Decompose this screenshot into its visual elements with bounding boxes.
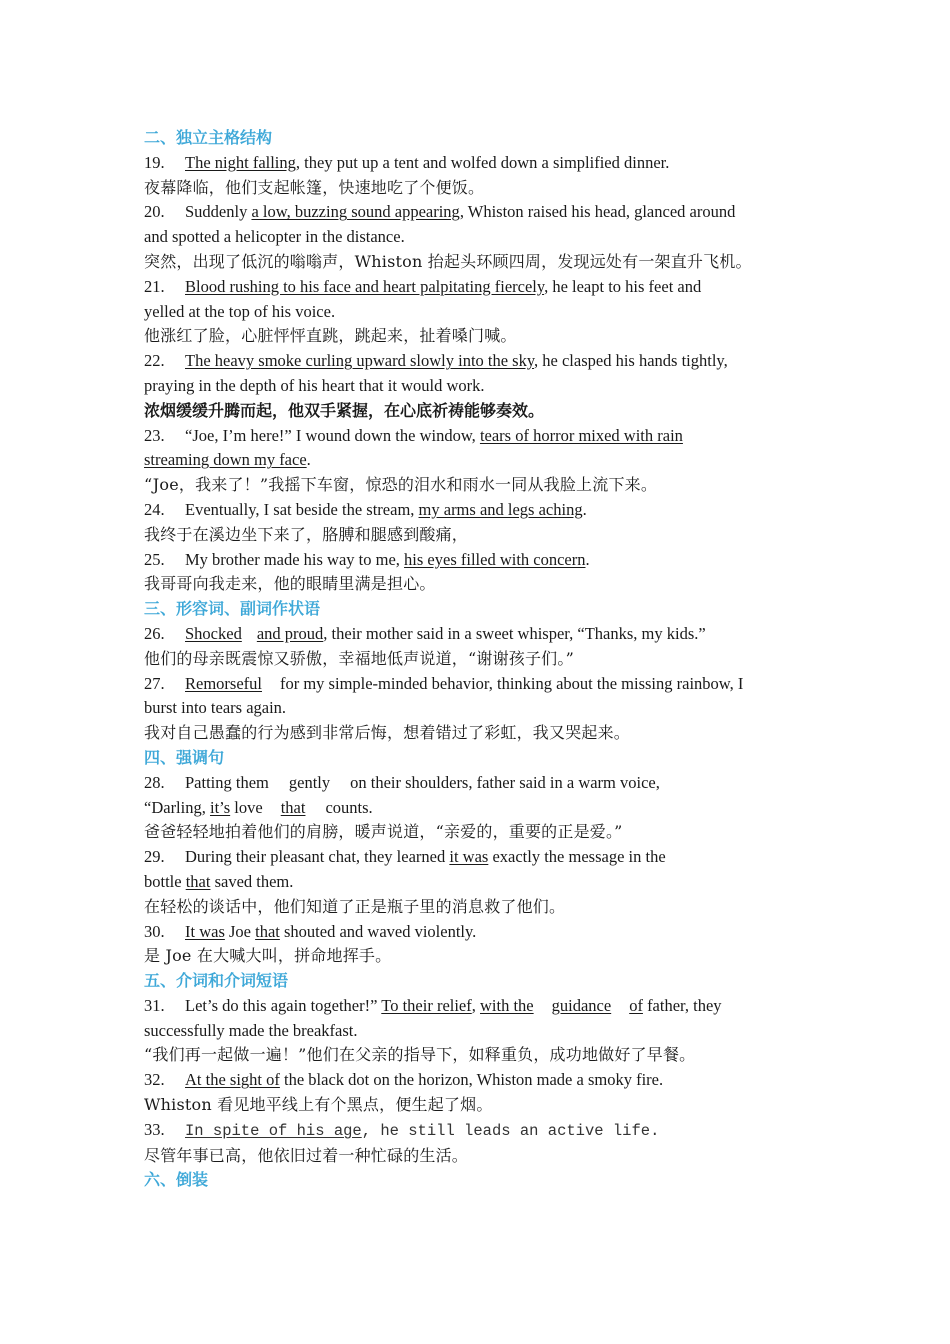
sentence-30: [144, 920, 814, 945]
sentence-27: [144, 672, 814, 697]
underlined-phrase: his eyes filled with concern: [404, 549, 586, 569]
sentence-text: bottle: [144, 871, 186, 891]
item-number: 25.: [144, 549, 165, 569]
sentence-text: .: [306, 450, 311, 470]
section-heading-prepositions: 五、介词和介词短语: [144, 971, 289, 991]
sentence-text: on their shoulders, father said in a warm voice,: [350, 772, 660, 792]
translation-27: 我对自己愚蠢的行为感到非常后悔，想着错过了彩虹，我又哭起来。: [144, 723, 631, 743]
sentence-text: the black dot on the horizon, Whiston made a smoky fire.: [279, 1070, 664, 1090]
item-number: 24.: [144, 499, 165, 519]
underlined-phrase: that: [185, 871, 211, 891]
sentence-22-cont: praying in the depth of his heart that it would work.: [144, 375, 485, 395]
translation-30: 是 Joe 在大喊大叫，拼命地挥手。: [144, 946, 392, 966]
underlined-phrase: Remorseful: [185, 673, 262, 693]
section-heading-adjective-adverbial: 三、形容词、副词作状语: [144, 599, 321, 619]
sentence-19: [144, 151, 814, 176]
sentence-25: [144, 548, 814, 573]
sentence-21-cont: yelled at the top of his voice.: [144, 301, 336, 321]
sentence-text: My brother made his way to me,: [185, 549, 405, 569]
sentence-21: [144, 275, 814, 300]
translation-22: 浓烟缓缓升腾而起，他双手紧握，在心底祈祷能够奏效。: [144, 400, 545, 420]
underlined-phrase: a low, buzzing sound appearing: [251, 202, 460, 222]
underlined-phrase: Shocked and proud: [185, 623, 324, 643]
sentence-text: father, they: [642, 995, 722, 1015]
sentence-text: love: [230, 797, 263, 817]
sentence-31-cont: successfully made the breakfast.: [144, 1020, 358, 1040]
section-heading-inversion: 六、倒装: [144, 1170, 209, 1190]
item-number: 19.: [144, 152, 165, 172]
item-number: 20.: [144, 202, 165, 222]
sentence-33: [144, 1118, 814, 1144]
sentence-text: , he clasped his hands tightly,: [534, 351, 728, 371]
underlined-phrase: that: [255, 921, 280, 941]
translation-24: 我终于在溪边坐下来了，胳膊和腿感到酸痛，: [144, 524, 469, 544]
translation-26: 他们的母亲既震惊又骄傲，幸福地低声说道，“谢谢孩子们。”: [144, 648, 574, 668]
sentence-text: gently: [288, 772, 331, 792]
sentence-text: counts.: [325, 797, 373, 817]
sentence-23: [144, 424, 814, 449]
sentence-28: [144, 771, 814, 796]
translation-32: Whiston 看见地平线上有个黑点，便生起了烟。: [144, 1095, 493, 1115]
sentence-text: Joe: [224, 921, 256, 941]
sentence-text: , he still leads an active life.: [361, 1121, 660, 1140]
translation-25: 我哥哥向我走来，他的眼睛里满是担心。: [144, 574, 436, 594]
underlined-phrase: with the guidance of: [480, 995, 643, 1015]
underlined-phrase: At the sight of: [185, 1070, 280, 1090]
sentence-29: [144, 845, 814, 870]
sentence-26: [144, 622, 814, 647]
item-number: 26.: [144, 623, 165, 643]
sentence-text: During their pleasant chat, they learned: [185, 847, 450, 867]
sentence-text: saved them.: [210, 871, 294, 891]
sentence-28-cont: [144, 796, 814, 821]
underlined-phrase: To their relief: [381, 995, 472, 1015]
underlined-phrase: In spite of his age: [185, 1121, 362, 1140]
sentence-31: [144, 994, 814, 1019]
section-heading-absolute-construction: 二、独立主格结构: [144, 128, 273, 147]
item-number: 22.: [144, 351, 165, 371]
underlined-phrase: The heavy smoke curling upward slowly into the sky: [185, 351, 535, 371]
translation-33: 尽管年事已高，他依旧过着一种忙碌的生活。: [144, 1145, 469, 1165]
underlined-phrase: my arms and legs aching: [418, 499, 583, 519]
sentence-text: “Joe, I’m here!” I wound down the window,: [185, 425, 480, 445]
underlined-phrase: it’s: [209, 797, 231, 817]
sentence-text: Let’s do this again together!”: [185, 995, 382, 1015]
translation-21: 他涨红了脸，心脏怦怦直跳，跳起来，扯着嗓门喊。: [144, 326, 517, 346]
item-number: 23.: [144, 425, 165, 445]
sentence-22: [144, 349, 814, 374]
sentence-27-cont: burst into tears again.: [144, 698, 287, 718]
sentence-text: exactly the message in the: [488, 847, 666, 867]
sentence-text: Eventually, I sat beside the stream,: [185, 499, 419, 519]
translation-23: “Joe，我来了！”我摇下车窗，惊恐的泪水和雨水一同从我脸上流下来。: [144, 475, 658, 495]
sentence-24: [144, 498, 814, 523]
sentence-text: Patting them: [185, 772, 269, 792]
sentence-text: , he leapt to his feet and: [544, 276, 702, 296]
document-page: [144, 126, 814, 1193]
sentence-text: .: [585, 549, 590, 569]
item-number: 29.: [144, 847, 165, 867]
underlined-phrase: it was: [449, 847, 489, 867]
underlined-phrase: Blood rushing to his face and heart palpitating fiercely: [185, 276, 545, 296]
translation-19: 夜幕降临，他们支起帐篷，快速地吃了个便饭。: [144, 177, 485, 197]
underlined-phrase: streaming down my face: [144, 450, 307, 470]
sentence-text: .: [582, 499, 587, 519]
translation-28: 爸爸轻轻地拍着他们的肩膀，暖声说道，“亲爱的，重要的正是爱。”: [144, 822, 623, 842]
item-number: 28.: [144, 772, 165, 792]
sentence-20: [144, 200, 814, 225]
section-heading-emphatic: 四、强调句: [144, 747, 225, 767]
item-number: 33.: [144, 1119, 165, 1139]
item-number: 32.: [144, 1070, 165, 1090]
underlined-phrase: tears of horror mixed with rain: [479, 425, 683, 445]
item-number: 27.: [144, 673, 165, 693]
sentence-20-cont: and spotted a helicopter in the distance.: [144, 227, 405, 247]
underlined-phrase: The night falling: [185, 152, 296, 172]
sentence-text: ,: [471, 995, 480, 1015]
sentence-text: for my simple-minded behavior, thinking about the missing rainbow, I: [279, 673, 744, 693]
sentence-23-cont: [144, 448, 814, 473]
sentence-text: , their mother said in a sweet whisper, “Thanks, my kids.”: [323, 623, 706, 643]
sentence-text: , they put up a tent and wolfed down a simplified dinner.: [295, 152, 670, 172]
underlined-phrase: It was: [185, 921, 225, 941]
sentence-29-cont: [144, 870, 814, 895]
item-number: 21.: [144, 276, 165, 296]
sentence-text: “Darling,: [144, 797, 210, 817]
sentence-32: [144, 1068, 814, 1093]
item-number: 30.: [144, 921, 165, 941]
sentence-text: Suddenly: [185, 202, 252, 222]
sentence-text: shouted and waved violently.: [279, 921, 477, 941]
item-number: 31.: [144, 995, 165, 1015]
sentence-text: , Whiston raised his head, glanced around: [459, 202, 736, 222]
translation-20: 突然，出现了低沉的嗡嗡声，Whiston 抬起头环顾四周，发现远处有一架直升飞机。: [144, 251, 752, 271]
underlined-phrase: that: [280, 797, 306, 817]
translation-31: “我们再一起做一遍！”他们在父亲的指导下，如释重负，成功地做好了早餐。: [144, 1045, 696, 1065]
translation-29: 在轻松的谈话中，他们知道了正是瓶子里的消息救了他们。: [144, 896, 566, 916]
